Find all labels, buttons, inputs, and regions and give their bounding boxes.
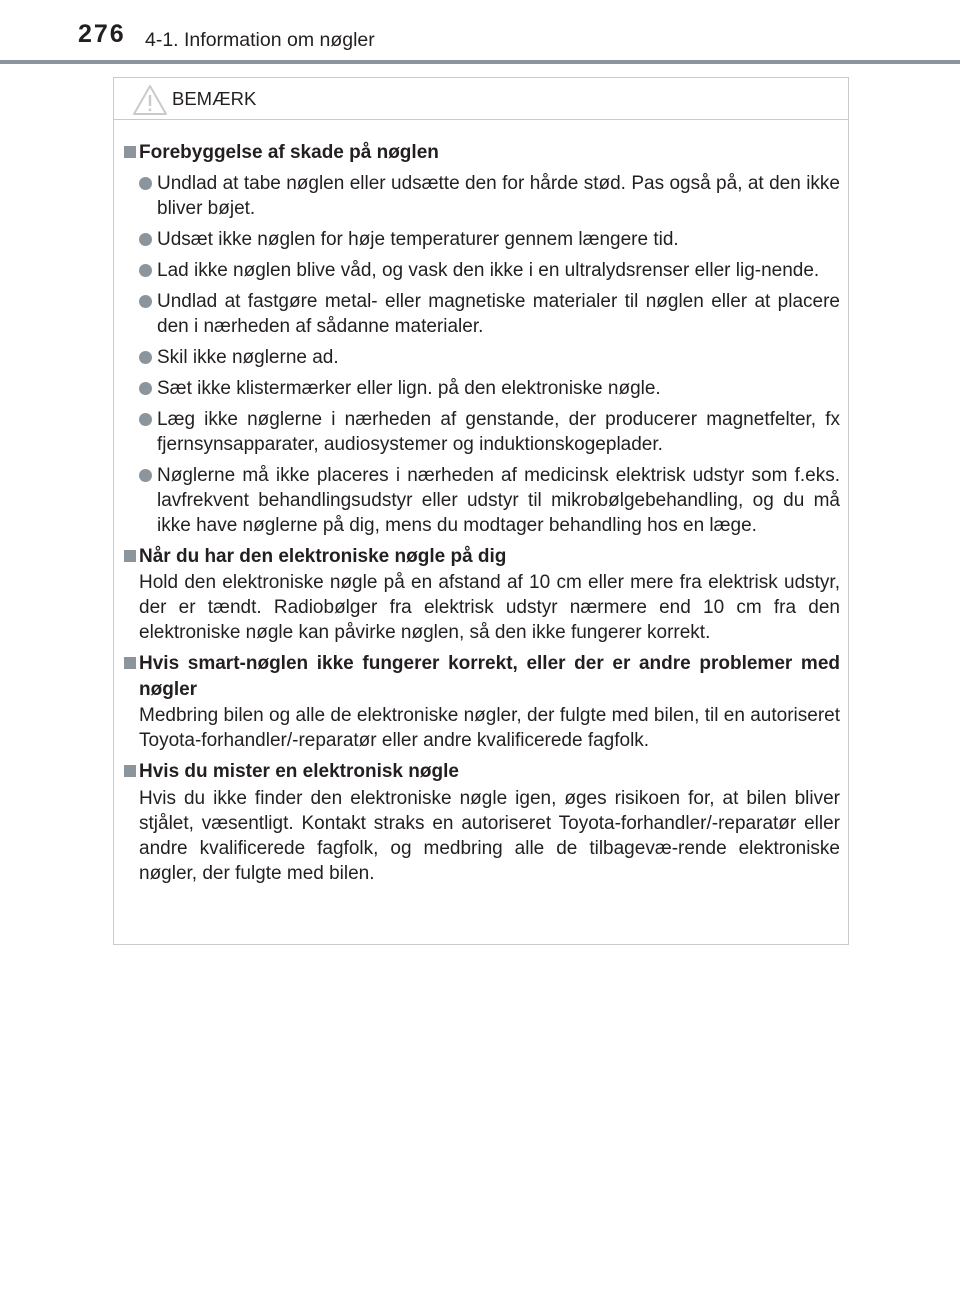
warning-triangle-icon [132,84,168,116]
section-heading-text: Hvis du mister en elektronisk nøgle [139,761,459,782]
bullet-text: Undlad at fastgøre metal- eller magnetiske materialer til nøglen eller at placere den i nærheden af sådanne materialer. [157,290,840,337]
bullet-item [124,289,840,339]
section-heading-text: Forebyggelse af skade på nøglen [139,142,439,163]
notice-content [114,120,848,886]
notice-title: BEMÆRK [172,88,257,109]
round-bullet-icon [139,264,152,277]
section-paragraph: Hold den elektroniske nøgle på en afstand af 10 cm eller mere fra elektrisk udstyr, der er tændt. Radiobølger fra elektrisk udstyr nærmere end 10 cm fra den elektroniske nøgle kan påvirke nøglen, så den ikke fungerer korrekt. [139,572,840,643]
round-bullet-icon [139,233,152,246]
bullet-item [124,463,840,538]
round-bullet-icon [139,382,152,395]
section-paragraph: Medbring bilen og alle de elektroniske nøgler, der fulgte med bilen, til en autoriseret Toyota-forhandler/-reparatør eller andre kvalificerede fagfolk. [139,705,840,751]
square-bullet-icon [124,146,136,158]
section-heading-text: Når du har den elektroniske nøgle på dig [139,545,507,567]
section-heading [124,544,840,570]
bullet-text: Nøglerne må ikke placeres i nærheden af medicinsk elektrisk udstyr som f.eks. lavfrekvent behandlingsudstyr eller udstyr til mikrobølgebehandling, og du må ikke have nøglerne på dig, mens du modtager behandling hos en læge. [157,464,840,536]
bullet-text: Skil ikke nøglerne ad. [157,346,339,368]
bullet-text: Undlad at tabe nøglen eller udsætte den for hårde stød. Pas også på, at den ikke bliver bøjet. [157,172,840,219]
bullet-item [124,258,840,283]
round-bullet-icon [139,413,152,426]
notice-header [114,78,848,120]
bullet-text: Udsæt ikke nøglen for høje temperaturer gennem længere tid. [157,228,679,250]
bullet-text: Lad ikke nøglen blive våd, og vask den ikke i en ultralydsrenser eller lig-nende. [157,259,820,281]
square-bullet-icon [124,657,136,669]
bullet-text: Sæt ikke klistermærker eller lign. på den elektroniske nøgle. [157,377,661,399]
section-heading-text: Hvis smart-nøglen ikke fungerer korrekt, eller der er andre problemer med nøgler [139,653,840,700]
round-bullet-icon [139,351,152,364]
round-bullet-icon [139,469,152,482]
round-bullet-icon [139,177,152,190]
header-rule [0,60,960,64]
section-heading [124,651,840,702]
bullet-item [124,407,840,457]
page-header [0,0,960,64]
page-number: 276 [78,20,126,48]
square-bullet-icon [124,765,136,777]
bullet-item [124,376,840,401]
bullet-item [124,345,840,370]
bullet-item [124,227,840,252]
round-bullet-icon [139,295,152,308]
section-heading [124,759,840,785]
bullet-item [124,171,840,221]
bullet-text: Læg ikke nøglerne i nærheden af genstande, der producerer magnetfelter, fx fjernsynsapparater, audiosystemer og induktionskogeplader. [157,408,840,455]
square-bullet-icon [124,550,136,562]
section-heading [124,140,840,166]
section-title: 4-1. Information om nøgler [145,29,375,51]
notice-box [113,77,849,945]
section-paragraph: Hvis du ikke finder den elektroniske nøgle igen, øges risikoen for, at bilen bliver stjålet, væsentligt. Kontakt straks en autoriseret Toyota-forhandler/-reparatør eller andre kvalificerede fagfolk, og medbring alle de tilbagevæ-rende elektroniske nøgler, der fulgte med bilen. [139,787,840,884]
